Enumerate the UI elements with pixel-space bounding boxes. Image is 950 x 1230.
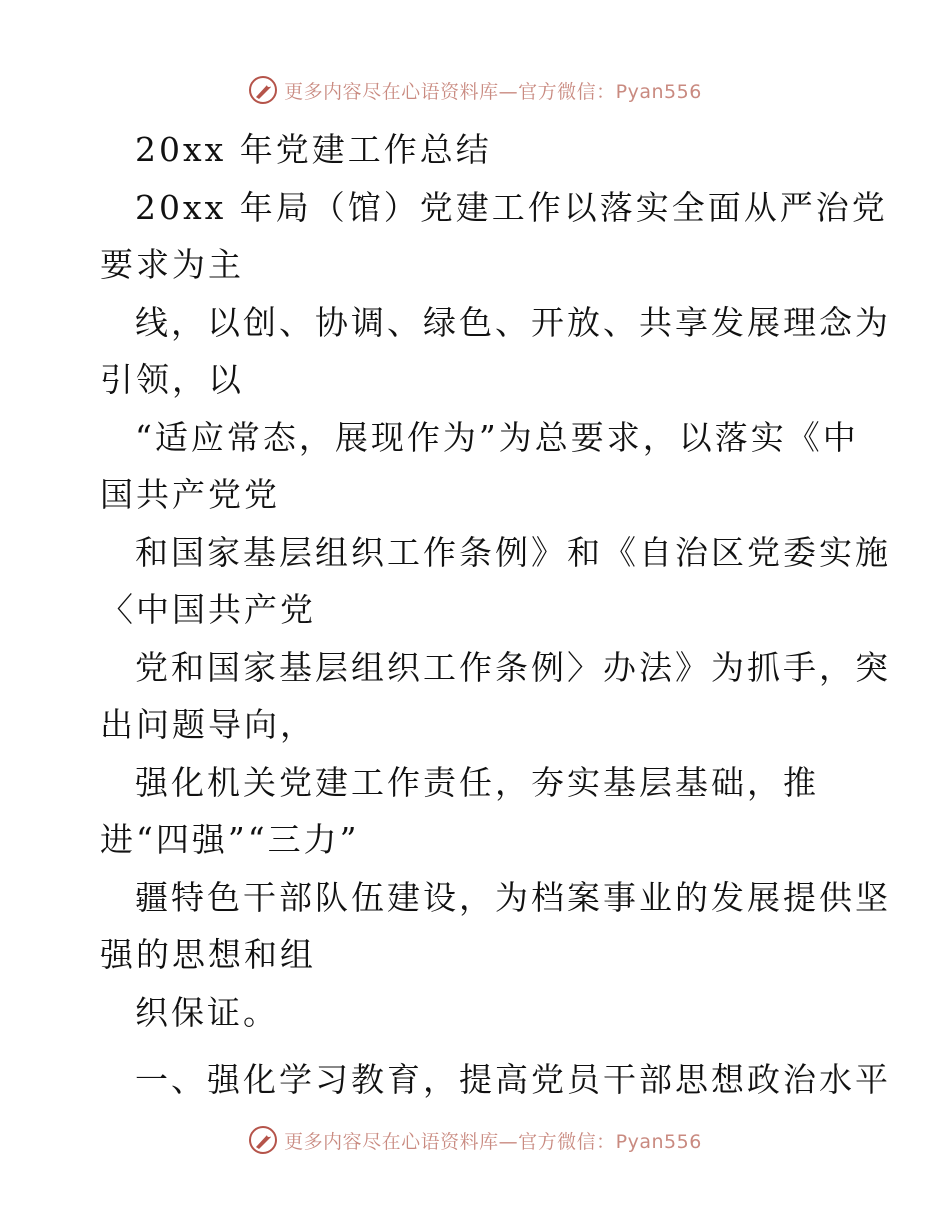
header-watermark-text: 更多内容尽在心语资料库—官方微信：Pyan556 xyxy=(284,80,702,103)
paragraph-line: 强化机关党建工作责任，夯实基层基础，推 xyxy=(135,763,819,802)
paragraph-line: 进“四强”“三力” xyxy=(100,820,360,859)
paragraph-line: 国共产党党 xyxy=(100,475,280,514)
paragraph-line: “适应常态，展现作为”为总要求，以落实《中 xyxy=(135,418,859,457)
document-title: 20xx 年党建工作总结 xyxy=(135,130,492,169)
pen-nib-logo-icon xyxy=(248,75,278,105)
paragraph-line: 要求为主 xyxy=(100,245,244,284)
paragraph-line: 引领，以 xyxy=(100,360,244,399)
paragraph-line: 织保证。 xyxy=(135,993,279,1032)
pen-nib-logo-icon xyxy=(248,1125,278,1155)
paragraph-line: 线，以创、协调、绿色、开放、共享发展理念为 xyxy=(135,303,891,342)
paragraph-line: 疆特色干部队伍建设，为档案事业的发展提供坚 xyxy=(135,878,891,917)
paragraph-line: 和国家基层组织工作条例》和《自治区党委实施 xyxy=(135,533,891,572)
section-heading: 一、强化学习教育，提高党员干部思想政治水平 xyxy=(135,1060,891,1099)
paragraph-line: 〈中国共产党 xyxy=(100,590,316,629)
footer-watermark xyxy=(0,1118,950,1162)
paragraph-line: 强的思想和组 xyxy=(100,935,316,974)
paragraph-line: 20xx 年局（馆）党建工作以落实全面从严治党 xyxy=(135,188,888,227)
paragraph-line: 党和国家基层组织工作条例〉办法》为抓手，突 xyxy=(135,648,891,687)
paragraph-line: 出问题导向， xyxy=(100,705,316,744)
header-watermark xyxy=(0,68,950,112)
footer-watermark-text: 更多内容尽在心语资料库—官方微信：Pyan556 xyxy=(284,1130,702,1153)
